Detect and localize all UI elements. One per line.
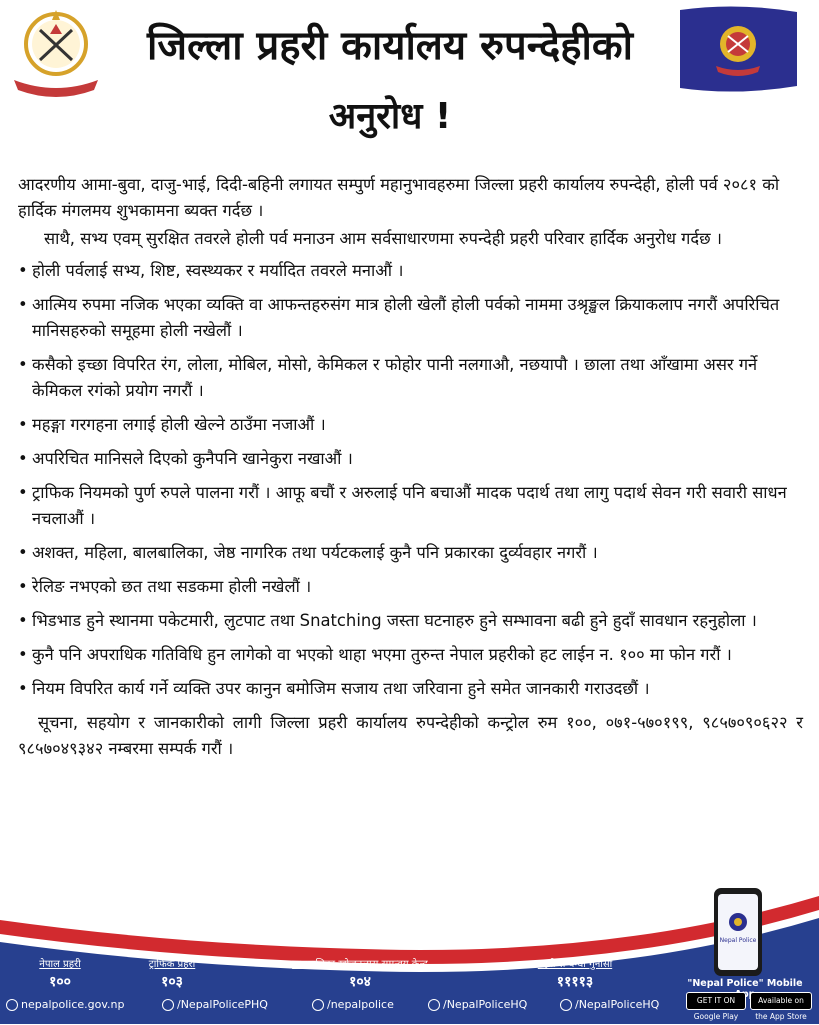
social-instagram[interactable]: /nepalpolice — [312, 997, 394, 1013]
page-subtitle: अनुरोध ! — [328, 96, 452, 137]
youtube-icon — [560, 999, 572, 1011]
mobile-app-label: "Nepal Police" Mobile — [687, 978, 803, 989]
list-item: • कसैको इच्छा विपरित रंग, लोला, मोबिल, मोसो, केमिकल र फोहोर पानी नलगाऔ, नछयापौ । छाला तथा आँखामा असर गर्ने केमिकल रगंको प्रयोग नगरौं । — [18, 355, 758, 400]
nepal-police-flag — [676, 4, 801, 94]
list-item: • होली पर्वलाई सभ्य, शिष्ट, स्वस्थ्यकर र मर्यादित तवरले मनाऔं । — [18, 261, 404, 280]
intro-paragraph: आदरणीय आमा-बुवा, दाजु-भाई, दिदी-बहिनी लगायत सम्पुर्ण महानुभावहरुमा जिल्ला प्रहरी कार्यालय रुपन्देही, होली पर्व २०८१ को हार्दिक मंगलमय शुभकामना ब्यक्त गर्दछ । — [18, 175, 780, 220]
list-item: • अपरिचित मानिसले दिएको कुनैपनि खानेकुरा नखाऔं । — [18, 449, 353, 468]
google-play-button[interactable]: GET IT ON Google Play — [686, 992, 746, 1010]
hotline-traffic: ट्राफिक प्रहरी १०३ — [148, 959, 196, 990]
social-facebook[interactable]: /NepalPolicePHQ — [162, 997, 268, 1013]
globe-icon — [6, 999, 18, 1011]
app-store-button[interactable]: Available on the App Store — [750, 992, 812, 1010]
list-item: • अशक्त, महिला, बालबालिका, जेष्ठ नागरिक तथा पर्यटकलाई कुनै पनि प्रकारका दुर्व्यवहार नगरौं । — [18, 543, 598, 562]
list-item: • महङ्गा गरगहना लगाई होली खेल्ने ठाउँमा नजाऔं । — [18, 415, 326, 434]
list-item: • रेलिङ नभएको छत तथा सडकमा होली नखेलौं । — [18, 577, 312, 596]
x-icon — [428, 999, 440, 1011]
page-title: जिल्ला प्रहरी कार्यालय रुपन्देहीको — [147, 23, 633, 69]
hotline-child-search: बालबालिका खोजतलास समन्वय केन्द्र १०४ — [292, 959, 428, 990]
request-paragraph: साथै, सभ्य एवम् सुरक्षित तवरले होली पर्व मनाउन आम सर्वसाधारणमा रुपन्देही प्रहरी परिवार हार्दिक अनुरोध गर्दछ । — [44, 229, 722, 248]
rules-list — [18, 258, 803, 702]
social-x[interactable]: /NepalPoliceHQ — [428, 997, 527, 1013]
list-item: • ट्राफिक नियमको पुर्ण रुपले पालना गरौं । आफू बचौं र अरुलाई पनि बचाऔं मादक पदार्थ तथा लागु पदार्थ सेवन गरी सवारी साधन नचलाऔं । — [18, 483, 787, 528]
svg-text:Nepal Police: Nepal Police — [719, 937, 757, 944]
facebook-icon — [162, 999, 174, 1011]
nepal-police-emblem-logo — [6, 4, 106, 100]
hotline-complaint: प्रहरी सम्बन्धी गुनासो ११११३ — [537, 959, 613, 990]
contact-paragraph: सूचना, सहयोग र जानकारीको लागी जिल्ला प्रहरी कार्यालय रुपन्देहीको कन्ट्रोल रुम १००, ०७१-५७०१९९, ९८५७०९०६२२ र ९८५७०४९३४२ नम्बरमा सम्पर्क गरौं । — [18, 713, 803, 758]
list-item: • आत्मिय रुपमा नजिक भएका व्यक्ति वा आफन्तहरुसंग मात्र होली खेलौं होली पर्वको नाममा उश्रृङ्खल क्रियाकलाप नगरौं अपरिचित मानिसहरुको समूहमा होली नखेलौं । — [18, 295, 780, 340]
instagram-icon — [312, 999, 324, 1011]
notice-body — [18, 172, 803, 764]
list-item: • भिडभाड हुने स्थानमा पकेटमारी, लुटपाट तथा Snatching जस्ता घटनाहरु हुने सम्भावना बढी हुने हुदाँ सावधान रहनुहोला । — [18, 611, 757, 630]
list-item: • नियम विपरित कार्य गर्ने व्यक्ति उपर कानुन बमोजिम सजाय तथा जरिवाना हुने समेत जानकारी गराउदछौं । — [18, 679, 650, 698]
hotline-police: नेपाल प्रहरी १०० — [39, 959, 81, 990]
header — [0, 0, 819, 150]
social-youtube[interactable]: /NepalPoliceHQ — [560, 997, 659, 1013]
list-item: • कुनै पनि अपराधिक गतिविधि हुन लागेको वा भएको थाहा भएमा तुरुन्त नेपाल प्रहरीको हट लाईन न. १०० मा फोन गरौं । — [18, 645, 732, 664]
social-website[interactable]: nepalpolice.gov.np — [6, 997, 124, 1013]
